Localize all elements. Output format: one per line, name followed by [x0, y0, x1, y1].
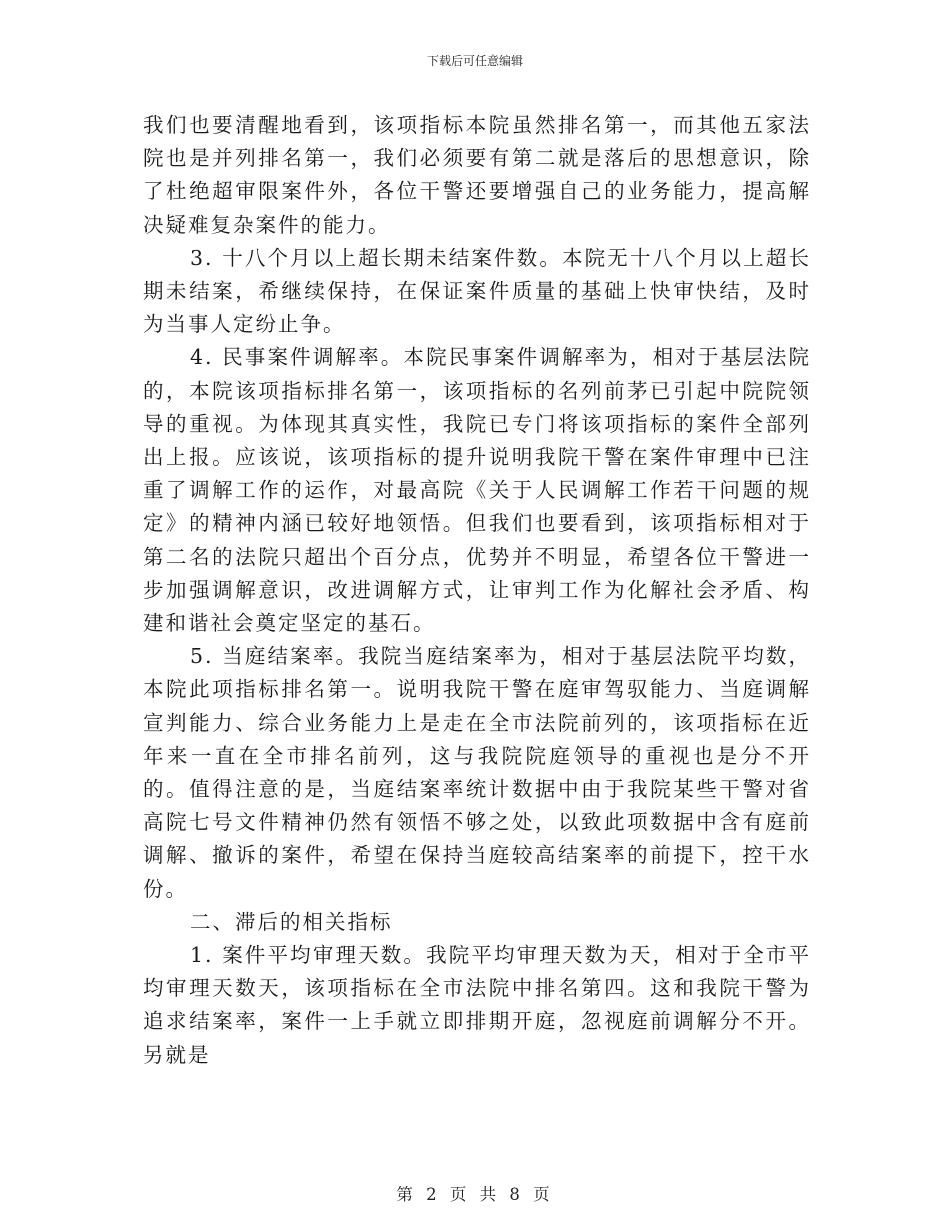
paragraph-item-1: 1. 案件平均审理天数。我院平均审理天数为天，相对于全市平均审理天数天，该项指标在全市法院中排名第四。这和我院干警为追求结案率，案件一上手就立即排期开庭，忽视庭前调解分不开。另就是: [143, 943, 811, 1067]
paragraph-item-4: 4. 民事案件调解率。本院民事案件调解率为，相对于基层法院的，本院该项指标排名第一，该项指标的名列前茅已引起中院院领导的重视。为体现其真实性，我院已专门将该项指标的案件全部列出上报。应该说，该项指标的提升说明我院干警在案件审理中已注重了调解工作的运作，对最高院《关于人民调解工作若干问题的规定》的精神内涵已较好地领悟。但我们也要看到，该项指标相对于第二名的法院只超出个百分点，优势并不明显，希望各位干警进一步加强调解意识，改进调解方式，让审判工作为化解社会矛盾、构建和谐社会奠定坚定的基石。: [143, 345, 811, 636]
page-header: 下载后可任意编辑: [426, 54, 523, 68]
paragraph-item-5: 5. 当庭结案率。我院当庭结案率为，相对于基层法院平均数，本院此项指标排名第一。说明我院干警在庭审驾驭能力、当庭调解宣判能力、综合业务能力上是走在全市法院前列的，该项指标在近年来一直在全市排名前列，这与我院院庭领导的重视也是分不开的。值得注意的是，当庭结案率统计数据中由于我院某些干警对省高院七号文件精神仍然有领悟不够之处，以致此项数据中含有庭前调解、撤诉的案件，希望在保持当庭较高结案率的前提下，控干水份。: [143, 644, 811, 901]
paragraph-continuation: 我们也要清醒地看到，该项指标本院虽然排名第一，而其他五家法院也是并列排名第一，我们必须要有第二就是落后的思想意识，除了杜绝超审限案件外，各位干警还要增强自己的业务能力，提高解决疑难复杂案件的能力。: [143, 113, 811, 237]
paragraph-item-3: 3. 十八个月以上超长期未结案件数。本院无十八个月以上超长期未结案，希继续保持，在保证案件质量的基础上快审快结，及时为当事人定纷止争。: [143, 245, 811, 337]
document-body: [143, 109, 811, 1072]
page-number: 第 2 页 共 8 页: [396, 1185, 554, 1204]
section-heading: 二、滞后的相关指标: [190, 909, 393, 934]
